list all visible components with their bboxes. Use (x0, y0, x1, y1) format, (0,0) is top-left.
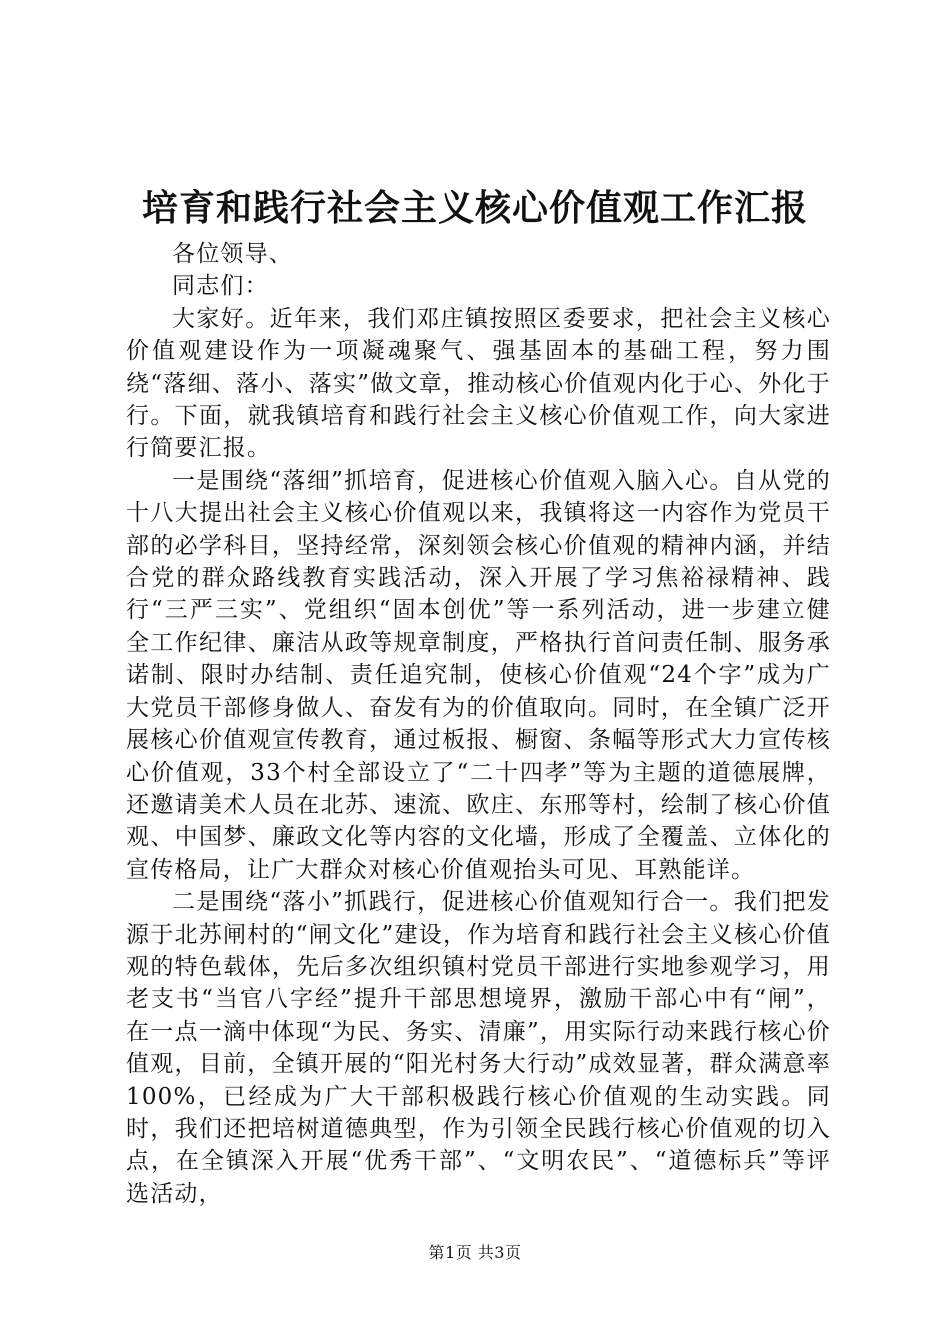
salutation-leaders: 各位领导、 (172, 241, 293, 267)
salutation-comrades: 同志们： (172, 273, 269, 300)
paragraph-intro: 大家好。近年来，我们邓庄镇按照区委要求，把社会主义核心价值观建设作为一项凝魂聚气、强基固本的基础工程，努力围绕“落细、落小、落实”做文章，推动核心价值观内化于心、外化于行。下面，就我镇培育和践行社会主义核心价值观工作，向大家进行简要汇报。 (126, 305, 831, 462)
document-body (126, 238, 831, 1210)
paragraph-point-one: 一是围绕“落细”抓培育，促进核心价值观入脑入心。自从党的十八大提出社会主义核心价值观以来，我镇将这一内容作为党员干部的必学科目，坚持经常，深刻领会核心价值观的精神内涵，并结合党的群众路线教育实践活动，深入开展了学习焦裕禄精神、践行“三严三实”、党组织“固本创优”等一系列活动，进一步建立健全工作纪律、廉洁从政等规章制度，严格执行首问责任制、服务承诺制、限时办结制、责任追究制，使核心价值观“24个字”成为广大党员干部修身做人、奋发有为的价值取向。同时，在全镇广泛开展核心价值观宣传教育，通过板报、橱窗、条幅等形式大力宣传核心价值观，33个村全部设立了“二十四孝”等为主题的道德展牌，还邀请美术人员在北苏、速流、欧庄、东邢等村，绘制了核心价值观、中国梦、廉政文化等内容的文化墙，形成了全覆盖、立体化的宣传格局，让广大群众对核心价值观抬头可见、耳熟能详。 (126, 467, 831, 883)
document-title: 培育和践行社会主义核心价值观工作汇报 (141, 187, 808, 229)
paragraph-point-two: 二是围绕“落小”抓践行，促进核心价值观知行合一。我们把发源于北苏闸村的“闸文化”建设，作为培育和践行社会主义核心价值观的特色载体，先后多次组织镇村党员干部进行实地参观学习，用老支书“当官八字经”提升干部思想境界，激励干部心中有“闸”，在一点一滴中体现“为民、务实、清廉”，用实际行动来践行核心价值观，目前，全镇开展的“阳光村务大行动”成效显著，群众满意率100%，已经成为广大干部积极践行核心价值观的生动实践。同时，我们还把培树道德典型，作为引领全民践行核心价值观的切入点，在全镇深入开展“优秀干部”、“文明农民”、“道德标兵”等评选活动， (126, 889, 831, 1207)
page-footer: 第1页 共3页 (428, 1243, 522, 1262)
